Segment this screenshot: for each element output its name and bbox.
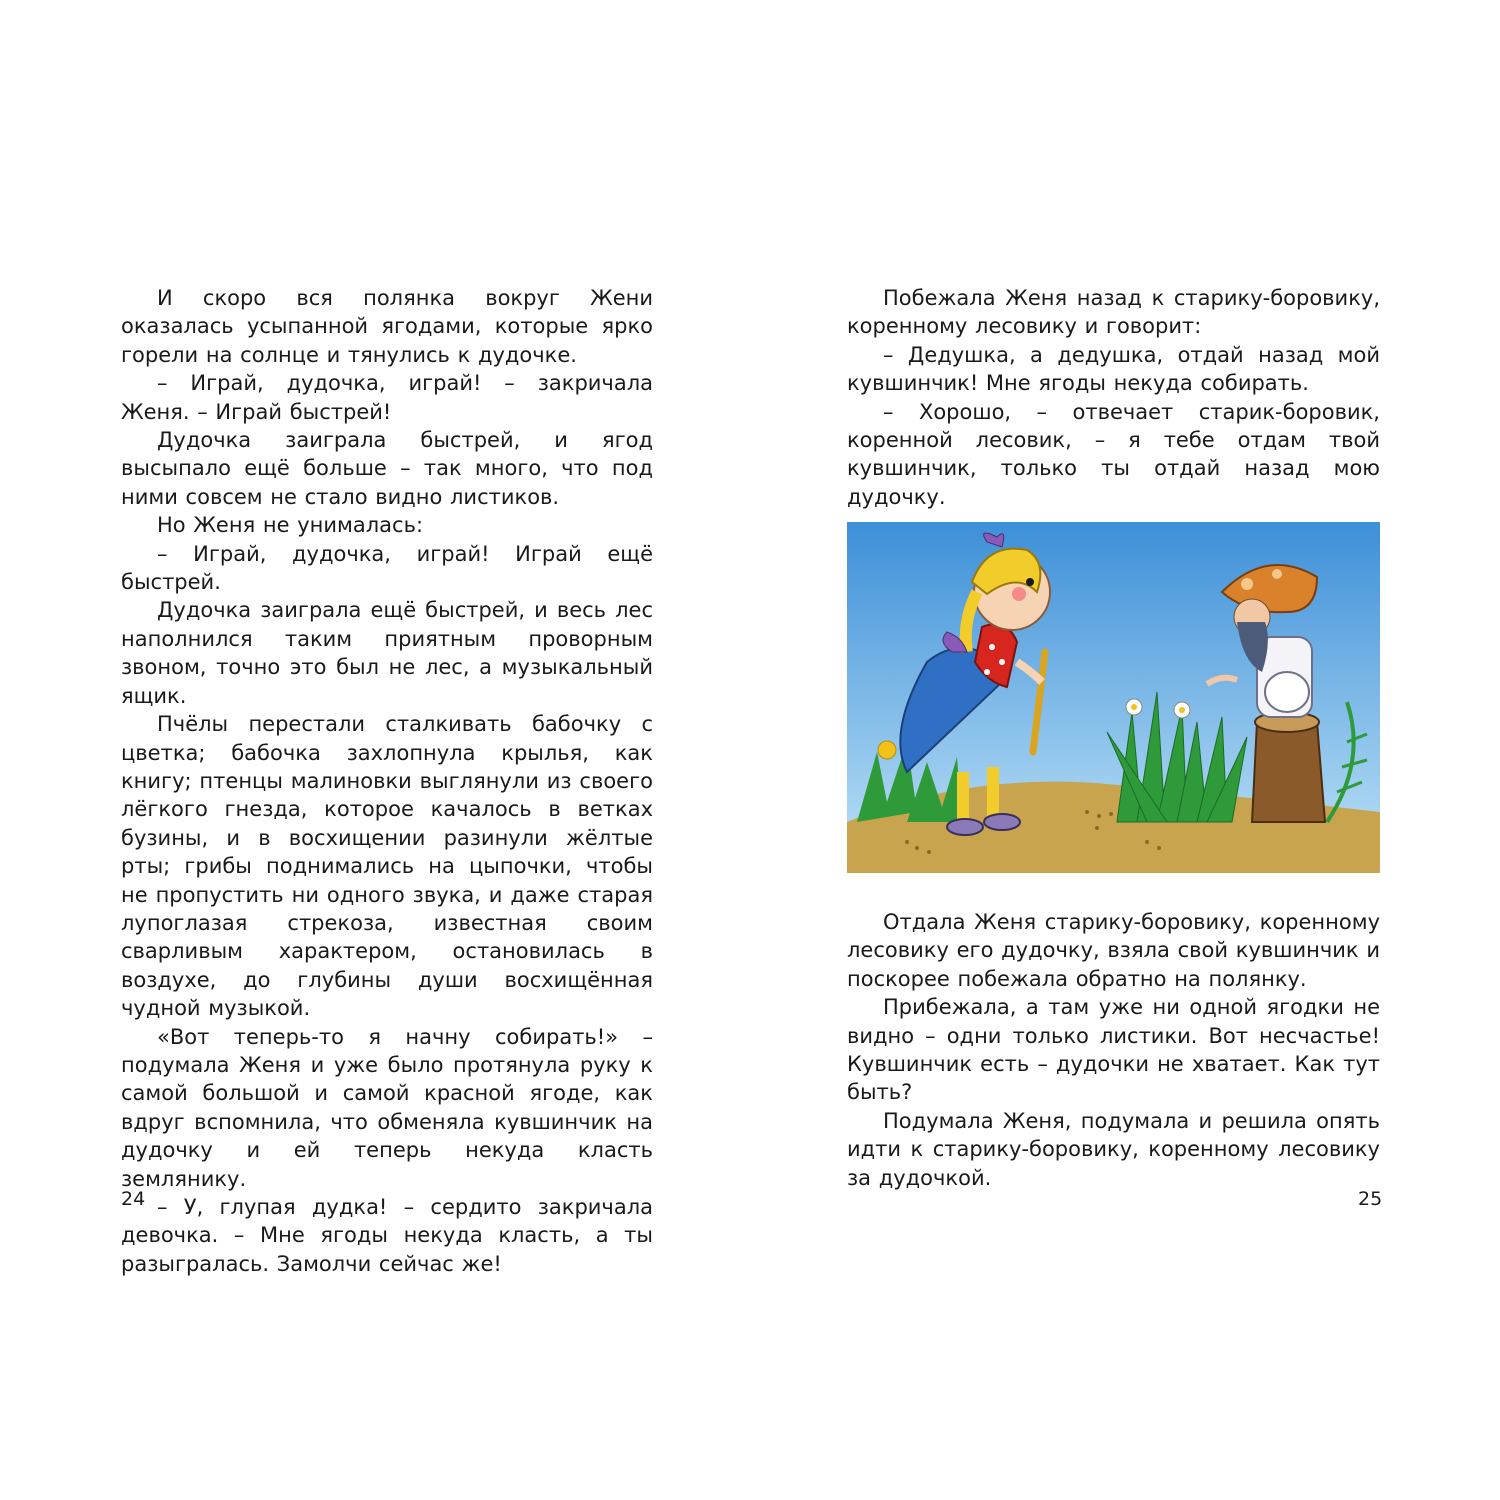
paragraph: «Вот теперь-то я начну собирать!» – подумала Женя и уже было протянула руку к самой большой и самой красной ягоде, как вдруг вспомнила, что обменяла кувшинчик на дудочку и ей теперь некуда класть землянику.: [121, 1024, 653, 1191]
paragraph: Пчёлы перестали сталкивать бабочку с цветка; бабочка захлопнула крылья, как книгу; птенцы малиновки выглянули из своего лёгкого гнезда, которое качалось в ветках бузины, и в восхищении разинули жёлтые рты; грибы поднимались на цыпочки, чтобы не пропустить ни одного звука, и даже старая лупоглазая стрекоза, известная своим сварливым характером, остановилась в воздухе, до глубины души восхищённая чудной музыкой.: [121, 712, 653, 1021]
paragraph: Дудочка заиграла ещё быстрей, и весь лес наполнился таким приятным проворным звоном, точно это был не лес, а музыкальный ящик.: [121, 598, 653, 708]
paragraph: Побежала Женя назад к старику-боровику, коренному лесовику и говорит:: [847, 286, 1380, 339]
paragraph: И скоро вся полянка вокруг Жени оказалась усыпанной ягодами, которые ярко горели на солнце и тянулись к дудочке.: [121, 286, 653, 367]
right-page-top-text: [847, 284, 1380, 511]
paragraph: – Играй, дудочка, играй! – закричала Женя. – Играй быстрей!: [121, 371, 653, 424]
paragraph: Подумала Женя, подумала и решила опять идти к старику-боровику, коренному лесовику за дудочкой.: [847, 1108, 1380, 1190]
left-page-text: [121, 284, 653, 1278]
paragraph: Но Женя не унималась:: [157, 513, 424, 538]
paragraph: – У, глупая дудка! – сердито закричала девочка. – Мне ягоды некуда класть, а ты разыгралась. Замолчи сейчас же!: [121, 1195, 653, 1276]
paragraph: Дудочка заиграла быстрей, и ягод высыпало ещё больше – так много, что под ними совсем не стало видно листиков.: [121, 428, 653, 509]
story-illustration: [847, 522, 1380, 873]
page-number-left: 24: [121, 1188, 146, 1210]
page-number-right: 25: [1358, 1188, 1383, 1210]
paragraph: – Играй, дудочка, играй! Играй ещё быстрей.: [121, 541, 653, 595]
illustration-svg: [847, 522, 1380, 873]
paragraph: – Хорошо, – отвечает старик-боровик, коренной лесовик, – я тебе отдам твой кувшинчик, только ты отдай назад мою дудочку.: [847, 399, 1380, 509]
paragraph: Отдала Женя старику-боровику, коренному лесовику его дудочку, взяла свой кувшинчик и поскорее побежала обратно на полянку.: [847, 910, 1380, 991]
right-page-bottom-text: [847, 908, 1380, 1192]
paragraph: Прибежала, а там уже ни одной ягодки не видно – одни только листики. Вот несчастье! Кувшинчик есть – дудочки не хватает. Как тут быть?: [847, 995, 1380, 1105]
paragraph: – Дедушка, а дедушка, отдай назад мой кувшинчик! Мне ягоды некуда собирать.: [847, 342, 1380, 396]
tree-stump: [1252, 712, 1325, 822]
dandelion-flower: [878, 741, 896, 759]
